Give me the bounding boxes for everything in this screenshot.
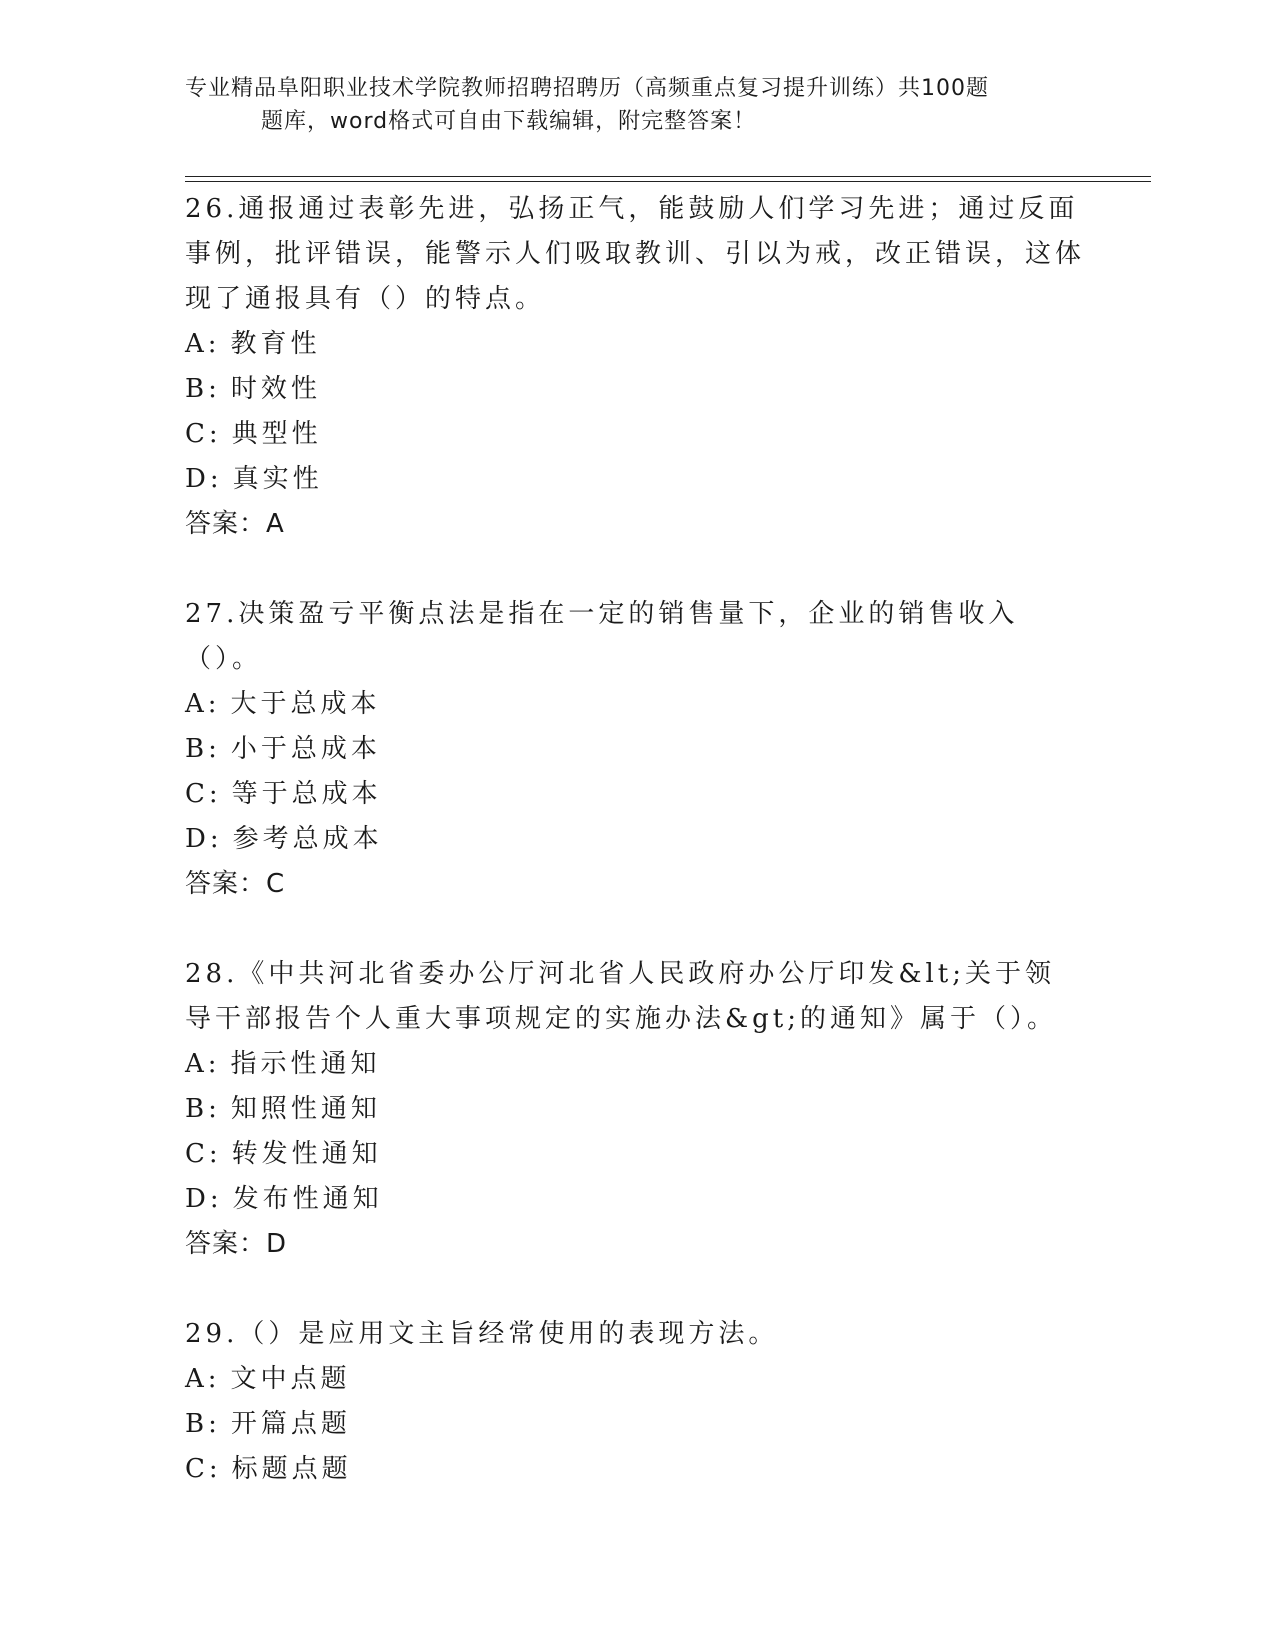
option-text: 开篇点题 — [230, 1409, 351, 1439]
option-letter: B: — [185, 1094, 221, 1124]
option-text: 教育性 — [230, 329, 321, 359]
option-letter: C: — [185, 1139, 222, 1169]
option-letter: B: — [185, 374, 221, 404]
option-text: 真实性 — [232, 464, 323, 494]
answer-line: 答案：A — [185, 509, 285, 539]
option-a — [185, 1357, 1085, 1402]
option-c — [185, 412, 1085, 457]
question-stem: 27.决策盈亏平衡点法是指在一定的销售量下，企业的销售收入（）。 — [185, 599, 1019, 674]
option-a — [185, 322, 1085, 367]
option-text: 小于总成本 — [230, 734, 381, 764]
option-letter: A: — [185, 1049, 221, 1079]
option-text: 知照性通知 — [230, 1094, 381, 1124]
question-27 — [185, 592, 1085, 907]
option-letter: B: — [185, 1409, 221, 1439]
answer-line: 答案：C — [185, 869, 286, 899]
option-d — [185, 457, 1085, 502]
option-b — [185, 1402, 1085, 1447]
question-stem: 26.通报通过表彰先进，弘扬正气，能鼓励人们学习先进；通过反面事例，批评错误，能警示人们吸取教训、引以为戒，改正错误，这体现了通报具有（）的特点。 — [185, 194, 1086, 314]
option-text: 时效性 — [230, 374, 321, 404]
option-letter: C: — [185, 419, 222, 449]
option-letter: D: — [185, 1184, 223, 1214]
question-stem: 29.（）是应用文主旨经常使用的表现方法。 — [185, 1319, 779, 1349]
question-stem: 28.《中共河北省委办公厅河北省人民政府办公厅印发&lt;关于领导干部报告个人重大事项规定的实施办法&gt;的通知》属于（）。 — [185, 959, 1057, 1034]
option-letter: C: — [185, 779, 222, 809]
question-29 — [185, 1312, 1085, 1492]
option-c — [185, 1132, 1085, 1177]
option-text: 文中点题 — [230, 1364, 351, 1394]
option-letter: A: — [185, 1364, 221, 1394]
option-d — [185, 817, 1085, 862]
option-b — [185, 1087, 1085, 1132]
option-text: 典型性 — [231, 419, 322, 449]
option-text: 大于总成本 — [230, 689, 381, 719]
question-26 — [185, 187, 1085, 547]
option-d — [185, 1177, 1085, 1222]
option-text: 标题点题 — [231, 1454, 352, 1484]
option-b — [185, 367, 1085, 412]
option-text: 发布性通知 — [232, 1184, 383, 1214]
header-divider-top — [185, 176, 1151, 177]
option-letter: C: — [185, 1454, 222, 1484]
header-divider-bottom — [185, 181, 1151, 182]
question-list — [185, 187, 1085, 1537]
option-c — [185, 1447, 1085, 1492]
answer-line: 答案：D — [185, 1229, 288, 1259]
option-text: 转发性通知 — [231, 1139, 382, 1169]
option-text: 等于总成本 — [231, 779, 382, 809]
option-text: 参考总成本 — [232, 824, 383, 854]
option-letter: D: — [185, 464, 223, 494]
option-a — [185, 682, 1085, 727]
option-text: 指示性通知 — [230, 1049, 381, 1079]
option-letter: A: — [185, 329, 221, 359]
header-title-line1: 专业精品阜阳职业技术学院教师招聘招聘历（高频重点复习提升训练）共100题 — [185, 76, 989, 101]
option-a — [185, 1042, 1085, 1087]
document-header — [185, 72, 1065, 138]
header-title-line2: 题库，word格式可自由下载编辑，附完整答案！ — [261, 109, 757, 134]
option-letter: D: — [185, 824, 223, 854]
option-letter: A: — [185, 689, 221, 719]
option-c — [185, 772, 1085, 817]
option-b — [185, 727, 1085, 772]
question-28 — [185, 952, 1085, 1267]
option-letter: B: — [185, 734, 221, 764]
